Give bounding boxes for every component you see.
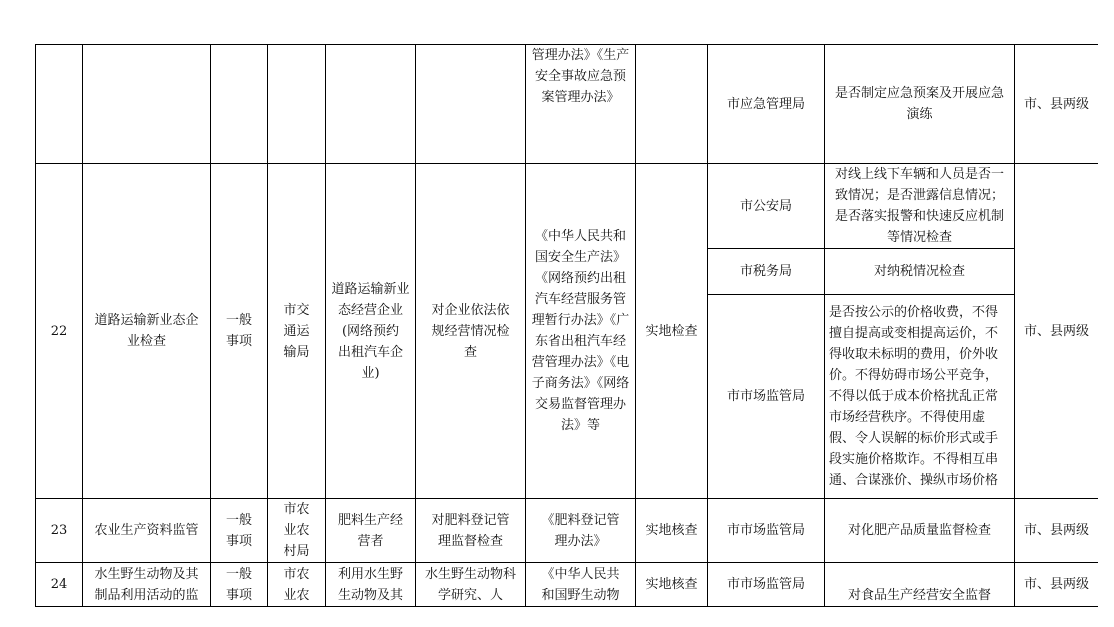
item-name — [83, 45, 211, 164]
item-category: 一般事项 — [211, 563, 268, 607]
row-number: 22 — [36, 164, 83, 499]
inspection-level: 市、县两级 — [1015, 563, 1099, 607]
legal-basis: 《中华人民共和国野生动物 — [526, 563, 636, 607]
inspection-items-table — [35, 44, 1098, 607]
inspection-method: 实地核查 — [636, 499, 708, 563]
table-row — [36, 499, 1099, 563]
joint-inspection-detail: 对化肥产品质量监督检查 — [825, 499, 1015, 563]
joint-inspection-detail: 是否制定应急预案及开展应急演练 — [825, 45, 1015, 164]
legal-basis: 管理办法》《生产安全事故应急预案管理办法》 — [526, 45, 636, 164]
row-number: 23 — [36, 499, 83, 563]
joint-agency: 市市场监管局 — [708, 499, 825, 563]
joint-inspection-detail: 对线上线下车辆和人员是否一致情况；是否泄露信息情况；是否落实报警和快速反应机制等情况检查 — [825, 164, 1015, 249]
row-number — [36, 45, 83, 164]
lead-department — [268, 45, 326, 164]
item-category: 一般事项 — [211, 499, 268, 563]
inspection-target — [326, 45, 416, 164]
inspection-target: 道路运输新业态经营企业(网络预约 出租汽车企业) — [326, 164, 416, 499]
inspection-method: 实地检查 — [636, 164, 708, 499]
joint-inspection-detail: 是否按公示的价格收费，不得擅自提高或变相提高运价，不得收取未标明的费用，价外收价。不得妨碍市场公平竞争，不得以低于成本价格扰乱正常市场经营秩序。不得使用虚假、令人误解的标价形式或手段实施价格欺诈。不得相互串通、合谋涨价、操纵市场价格 — [825, 295, 1015, 499]
item-category — [211, 45, 268, 164]
item-name: 道路运输新业态企业检查 — [83, 164, 211, 499]
joint-agency: 市市场监管局 — [708, 563, 825, 607]
joint-inspection-detail: 对纳税情况检查 — [825, 249, 1015, 295]
lead-department: 市交通运输局 — [268, 164, 326, 499]
table-row — [36, 563, 1099, 607]
lead-department: 市农业农 — [268, 563, 326, 607]
inspection-level: 市、县两级 — [1015, 45, 1099, 164]
inspection-content: 对肥料登记管理监督检查 — [416, 499, 526, 563]
joint-agency: 市税务局 — [708, 249, 825, 295]
inspection-content: 对企业依法依规经营情况检查 — [416, 164, 526, 499]
item-name: 农业生产资料监管 — [83, 499, 211, 563]
inspection-level: 市、县两级 — [1015, 164, 1099, 499]
joint-agency: 市市场监管局 — [708, 295, 825, 499]
legal-basis: 《中华人民共和国安全生产法》《网络预约出租汽车经营服务管理暂行办法》《广东省出租汽车经营管理办法》《电子商务法》《网络交易监督管理办法》等 — [526, 164, 636, 499]
lead-department: 市农业农村局 — [268, 499, 326, 563]
item-category: 一般事项 — [211, 164, 268, 499]
inspection-method — [636, 45, 708, 164]
legal-basis: 《肥料登记管理办法》 — [526, 499, 636, 563]
inspection-target: 肥料生产经营者 — [326, 499, 416, 563]
inspection-content: 水生野生动物科学研究、人 — [416, 563, 526, 607]
table-row — [36, 45, 1099, 164]
joint-agency: 市应急管理局 — [708, 45, 825, 164]
inspection-level: 市、县两级 — [1015, 499, 1099, 563]
joint-agency: 市公安局 — [708, 164, 825, 249]
joint-inspection-detail: 对食品生产经营安全监督 — [825, 563, 1015, 607]
item-name: 水生野生动物及其制品利用活动的监 — [83, 563, 211, 607]
inspection-content — [416, 45, 526, 164]
inspection-method: 实地核查 — [636, 563, 708, 607]
inspection-target: 利用水生野生动物及其 — [326, 563, 416, 607]
table-row — [36, 164, 1099, 249]
regulation-table-page — [35, 44, 1098, 607]
row-number: 24 — [36, 563, 83, 607]
